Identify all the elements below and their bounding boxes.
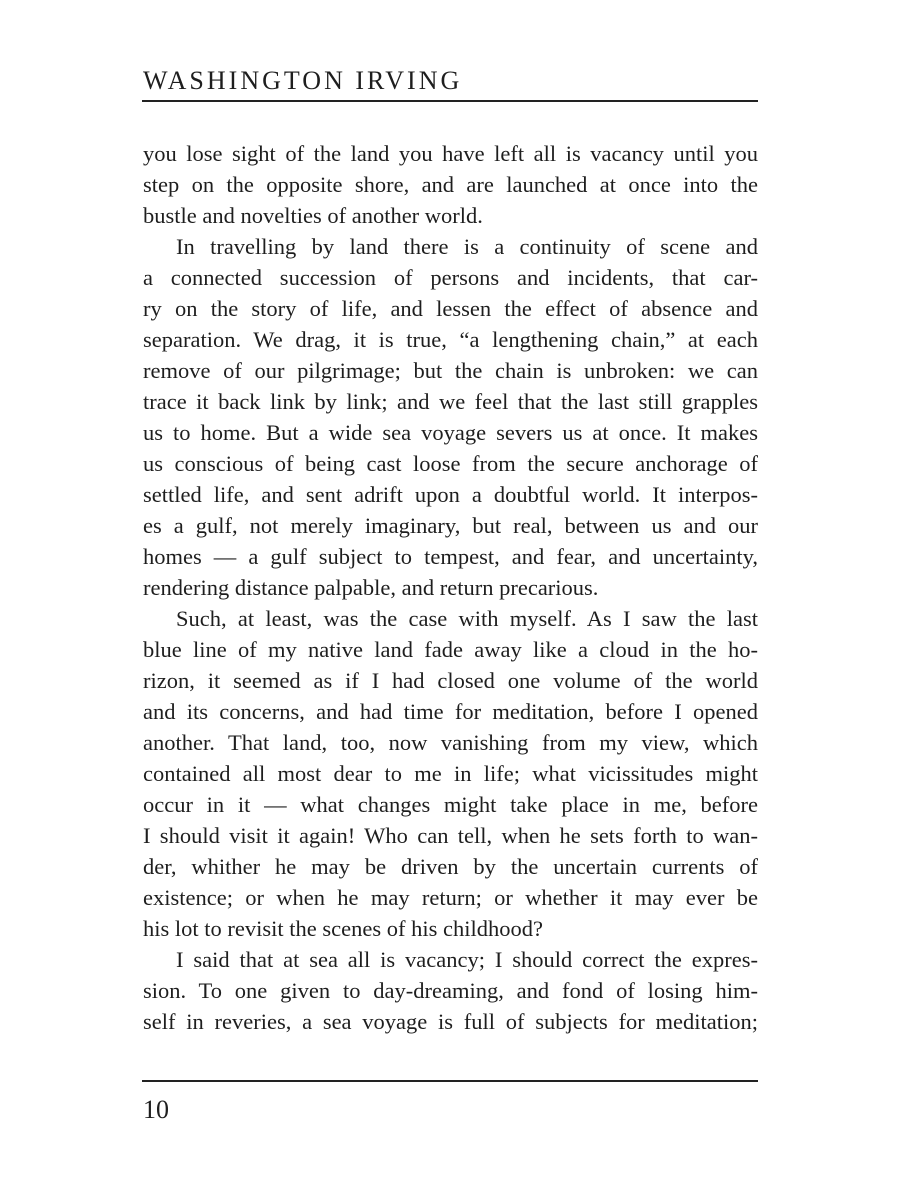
text-line: a connected succession of persons and incidents, that car- <box>143 265 758 290</box>
text-line: I should visit it again! Who can tell, when he sets forth to wan- <box>143 823 758 848</box>
text-line: you lose sight of the land you have left all is vacancy until you <box>143 141 758 166</box>
text-line: rendering distance palpable, and return precarious. <box>143 575 599 600</box>
text-line: settled life, and sent adrift upon a doubtful world. It interpos- <box>143 482 758 507</box>
header-rule <box>142 100 758 102</box>
text-line: Such, at least, was the case with myself. As I saw the last <box>176 606 758 631</box>
text-line: another. That land, too, now vanishing from my view, which <box>143 730 758 755</box>
text-line: blue line of my native land fade away like a cloud in the ho- <box>143 637 758 662</box>
text-line: step on the opposite shore, and are launched at once into the <box>143 172 758 197</box>
text-line: existence; or when he may return; or whether it may ever be <box>143 885 758 910</box>
text-line: trace it back link by link; and we feel that the last still grapples <box>143 389 758 414</box>
text-line: separation. We drag, it is true, “a lengthening chain,” at each <box>143 327 758 352</box>
text-line: us to home. But a wide sea voyage severs us at once. It makes <box>143 420 758 445</box>
running-head-title: WASHINGTON IRVING <box>143 66 463 95</box>
text-line: I said that at sea all is vacancy; I should correct the expres- <box>176 947 758 972</box>
text-line: remove of our pilgrimage; but the chain is unbroken: we can <box>143 358 758 383</box>
text-line: us conscious of being cast loose from the secure anchorage of <box>143 451 758 476</box>
text-line: es a gulf, not merely imaginary, but real, between us and our <box>143 513 758 538</box>
text-line: homes — a gulf subject to tempest, and fear, and uncertainty, <box>143 544 758 569</box>
page-number: 10 <box>143 1095 169 1124</box>
text-line: self in reveries, a sea voyage is full of subjects for meditation; <box>143 1009 758 1034</box>
text-line: and its concerns, and had time for meditation, before I opened <box>143 699 758 724</box>
text-line: occur in it — what changes might take place in me, before <box>143 792 758 817</box>
text-line: his lot to revisit the scenes of his childhood? <box>143 916 543 941</box>
text-line: contained all most dear to me in life; what vicissitudes might <box>143 761 758 786</box>
text-line: ry on the story of life, and lessen the effect of absence and <box>143 296 758 321</box>
text-line: sion. To one given to day-dreaming, and fond of losing him- <box>143 978 758 1003</box>
text-line: bustle and novelties of another world. <box>143 203 483 228</box>
footer-rule <box>142 1080 758 1082</box>
body-text <box>143 138 758 1037</box>
text-line: In travelling by land there is a continuity of scene and <box>176 234 758 259</box>
text-line: rizon, it seemed as if I had closed one volume of the world <box>143 668 758 693</box>
text-line: der, whither he may be driven by the uncertain currents of <box>143 854 758 879</box>
